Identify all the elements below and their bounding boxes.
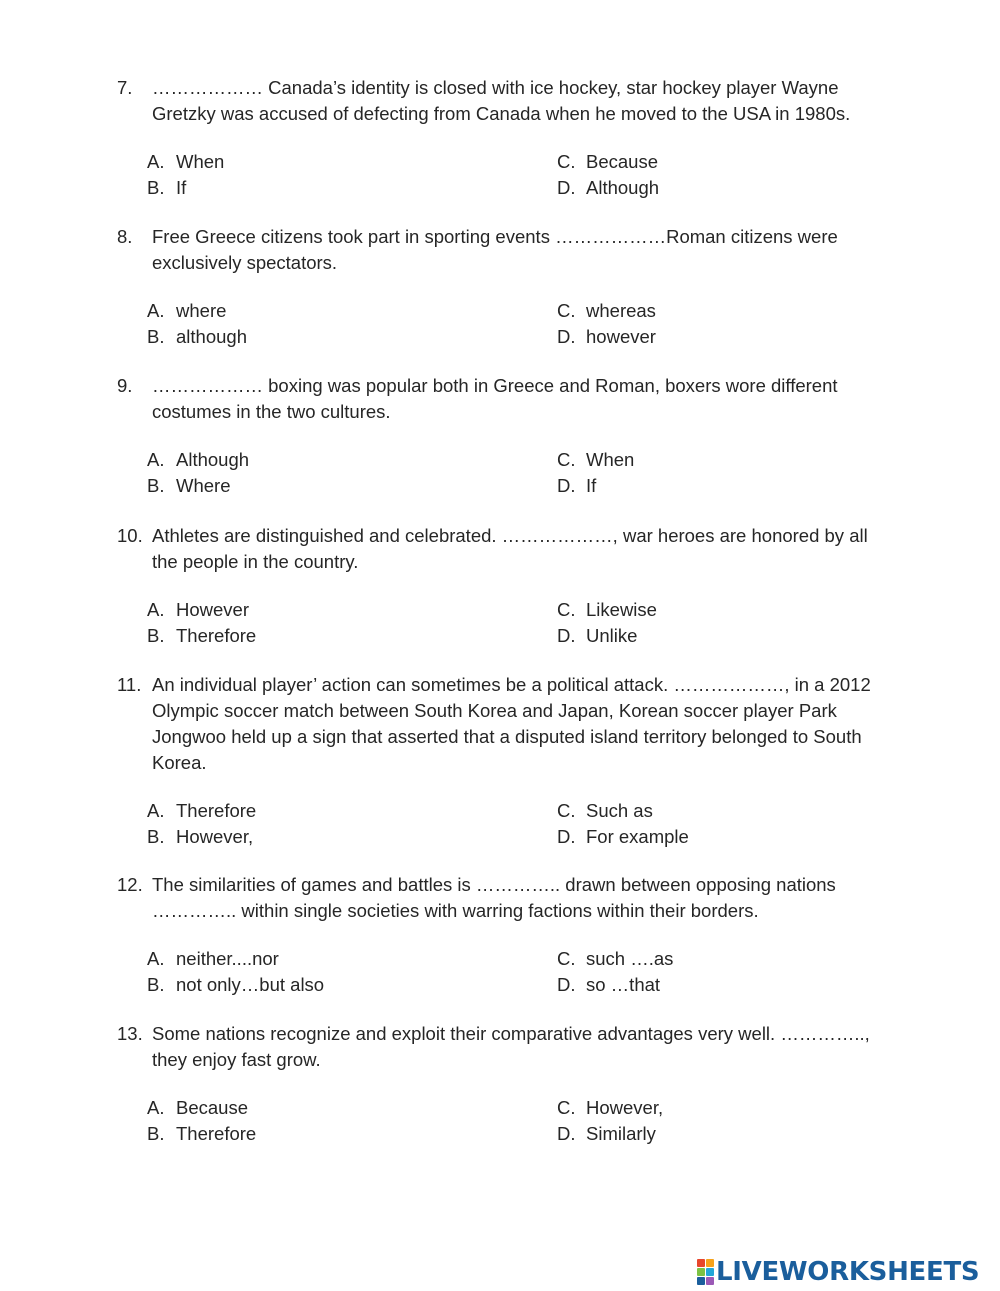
option-letter: D. (557, 826, 576, 847)
option-text: whereas (586, 300, 656, 321)
answer-options (147, 298, 887, 350)
option-text: Similarly (586, 1123, 656, 1144)
option-text: Although (176, 449, 250, 470)
option-letter: C. (557, 599, 576, 620)
question-number: 7. (117, 77, 133, 98)
option-text: However, (586, 1097, 664, 1118)
option-b[interactable] (147, 175, 186, 201)
option-letter: D. (557, 1123, 576, 1144)
question-number: 10. (117, 525, 143, 546)
logo-block (706, 1268, 714, 1276)
option-letter: C. (557, 151, 576, 172)
option-text: However, (176, 826, 254, 847)
option-letter: A. (147, 1097, 165, 1118)
option-text: Because (176, 1097, 248, 1118)
option-text: not only…but also (176, 974, 325, 995)
option-b[interactable] (147, 324, 247, 350)
answer-options (147, 149, 887, 201)
option-letter: A. (147, 449, 165, 470)
liveworksheets-logo (697, 1258, 979, 1286)
question-number: 12. (117, 874, 143, 895)
logo-block (706, 1259, 714, 1267)
option-b[interactable] (147, 824, 253, 850)
option-a[interactable] (147, 149, 224, 175)
option-d[interactable] (557, 175, 659, 201)
answer-options (147, 798, 887, 850)
question-text: Free Greece citizens took part in sporting events ………………Roman citizens were exclusively spectators. (152, 226, 838, 273)
option-letter: C. (557, 300, 576, 321)
option-letter: B. (147, 177, 165, 198)
option-text: Where (176, 475, 231, 496)
option-text: When (586, 449, 635, 470)
option-d[interactable] (557, 324, 656, 350)
logo-block (697, 1268, 705, 1276)
option-d[interactable] (557, 1121, 656, 1147)
question-text: ……………… boxing was popular both in Greece and Roman, boxers wore different costumes in the two cultures. (152, 375, 838, 422)
option-c[interactable] (557, 149, 658, 175)
option-letter: B. (147, 1123, 165, 1144)
option-text: For example (586, 826, 689, 847)
option-b[interactable] (147, 1121, 256, 1147)
question-text: The similarities of games and battles is ………….. drawn between opposing nations ………….. within single societies with warring factions within their borders. (152, 874, 836, 921)
option-c[interactable] (557, 447, 634, 473)
option-a[interactable] (147, 447, 249, 473)
question-number: 9. (117, 375, 133, 396)
option-text: If (586, 475, 597, 496)
option-letter: B. (147, 326, 165, 347)
answer-options (147, 447, 887, 499)
option-letter: B. (147, 826, 165, 847)
answer-options (147, 597, 887, 649)
option-text: Although (586, 177, 660, 198)
option-letter: C. (557, 800, 576, 821)
logo-block (697, 1277, 705, 1285)
option-letter: A. (147, 948, 165, 969)
option-letter: D. (557, 974, 576, 995)
question-8 (117, 224, 887, 350)
question-text: Athletes are distinguished and celebrated. ………………, war heroes are honored by all the people in the country. (152, 525, 868, 572)
option-text: When (176, 151, 225, 172)
option-letter: A. (147, 151, 165, 172)
question-11 (117, 672, 887, 850)
option-text: Therefore (176, 800, 257, 821)
option-letter: A. (147, 800, 165, 821)
option-text: Unlike (586, 625, 638, 646)
question-text: ……………… Canada’s identity is closed with ice hockey, star hockey player Wayne Gretzky was accused of defecting from Canada when he moved to the USA in 1980s. (152, 77, 851, 124)
option-b[interactable] (147, 972, 324, 998)
option-a[interactable] (147, 1095, 248, 1121)
option-letter: A. (147, 599, 165, 620)
option-letter: D. (557, 326, 576, 347)
option-letter: B. (147, 625, 165, 646)
option-b[interactable] (147, 623, 256, 649)
option-letter: C. (557, 449, 576, 470)
option-text: Because (586, 151, 658, 172)
option-letter: B. (147, 475, 165, 496)
option-text: however (586, 326, 656, 347)
option-text: such ….as (586, 948, 674, 969)
question-13 (117, 1021, 887, 1147)
question-number: 11. (117, 674, 142, 695)
option-d[interactable] (557, 473, 596, 499)
logo-text: LIVEWORKSHEETS (716, 1257, 980, 1287)
option-text: Likewise (586, 599, 657, 620)
option-letter: D. (557, 475, 576, 496)
question-12 (117, 872, 887, 998)
answer-options (147, 1095, 887, 1147)
option-text: although (176, 326, 247, 347)
question-7 (117, 75, 887, 201)
option-d[interactable] (557, 623, 637, 649)
option-a[interactable] (147, 798, 256, 824)
option-letter: C. (557, 948, 576, 969)
option-text: Such as (586, 800, 653, 821)
option-text: Therefore (176, 625, 257, 646)
option-a[interactable] (147, 298, 226, 324)
option-b[interactable] (147, 473, 231, 499)
logo-blocks-icon (697, 1259, 714, 1285)
option-text: so …that (586, 974, 661, 995)
option-c[interactable] (557, 1095, 663, 1121)
answer-options (147, 946, 887, 998)
option-text: However (176, 599, 249, 620)
question-10 (117, 523, 887, 649)
option-a[interactable] (147, 946, 279, 972)
logo-block (697, 1259, 705, 1267)
option-text: where (176, 300, 227, 321)
option-letter: D. (557, 625, 576, 646)
option-text: neither....nor (176, 948, 279, 969)
question-number: 8. (117, 226, 133, 247)
option-d[interactable] (557, 972, 660, 998)
option-c[interactable] (557, 946, 673, 972)
option-c[interactable] (557, 798, 653, 824)
question-text: Some nations recognize and exploit their comparative advantages very well. ………….., they enjoy fast grow. (152, 1023, 870, 1070)
option-c[interactable] (557, 298, 656, 324)
option-letter: C. (557, 1097, 576, 1118)
question-number: 13. (117, 1023, 143, 1044)
option-letter: B. (147, 974, 165, 995)
option-text: If (176, 177, 187, 198)
option-text: Therefore (176, 1123, 257, 1144)
option-c[interactable] (557, 597, 657, 623)
question-text: An individual player’ action can sometimes be a political attack. ………………, in a 2012 Olympic soccer match between South Korea and Japan, Korean soccer player Park Jongwoo held up a sign that asserted that a disputed island territory belonged to South Korea. (152, 674, 871, 773)
option-a[interactable] (147, 597, 249, 623)
option-letter: D. (557, 177, 576, 198)
option-d[interactable] (557, 824, 689, 850)
question-9 (117, 373, 887, 499)
option-letter: A. (147, 300, 165, 321)
logo-block (706, 1277, 714, 1285)
